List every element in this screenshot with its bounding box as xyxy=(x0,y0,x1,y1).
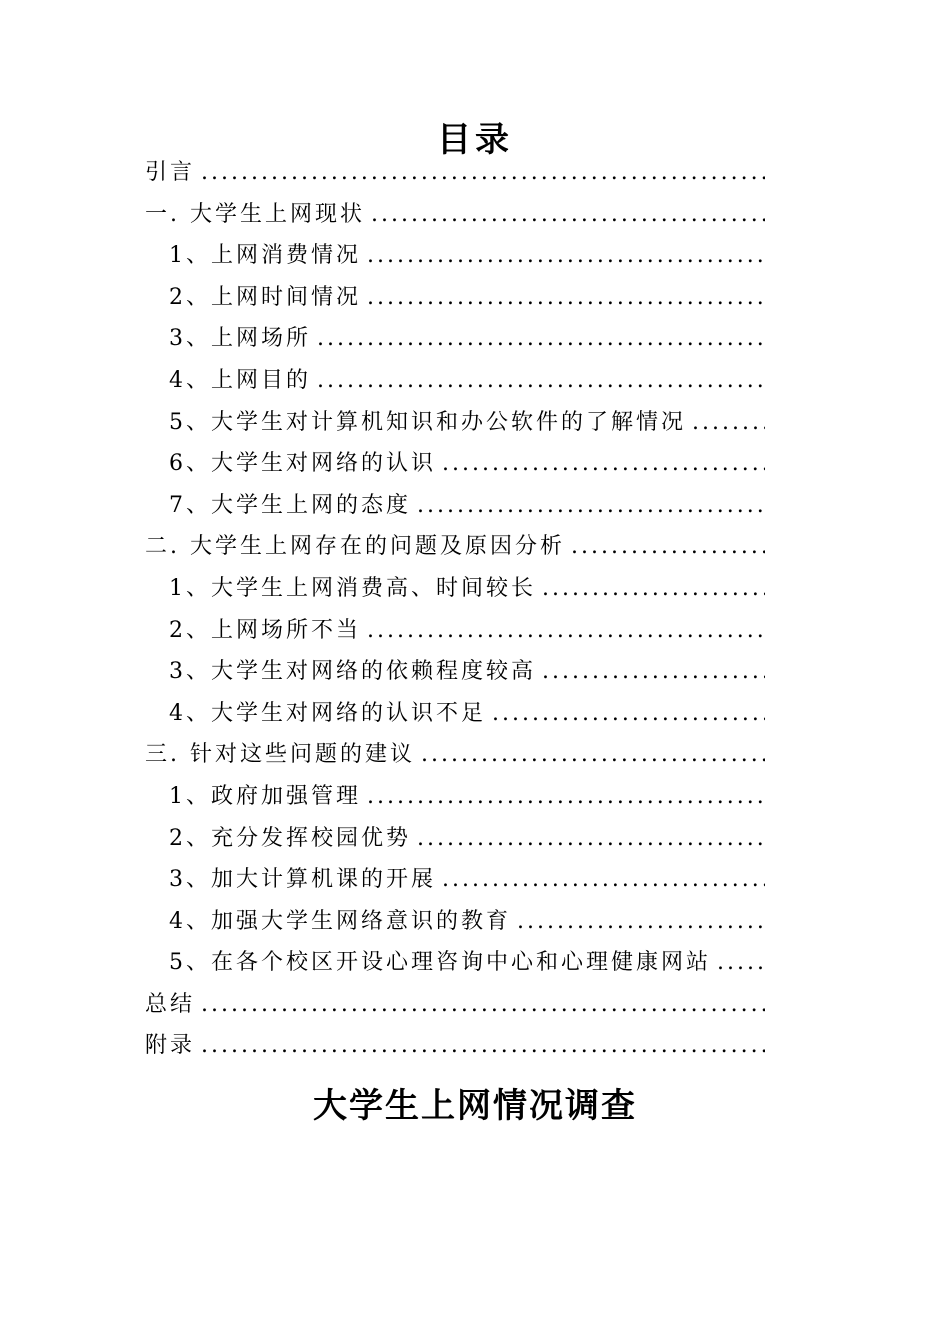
toc-dot-leader xyxy=(371,194,765,236)
toc-entry-label: 二. 大学生上网存在的问题及原因分析 xyxy=(145,534,565,560)
toc-entry-label: 5、大学生对计算机知识和办公软件的了解情况 xyxy=(169,409,686,435)
toc-dot-leader xyxy=(692,402,765,444)
toc-dot-leader xyxy=(417,818,765,860)
toc-entry-label: 引言 xyxy=(145,160,196,185)
toc-entry[interactable] xyxy=(145,277,765,319)
toc-entry[interactable] xyxy=(145,485,765,527)
toc-dot-leader xyxy=(517,901,765,943)
toc-dot-leader xyxy=(367,776,765,818)
toc-dot-leader xyxy=(201,1025,765,1067)
toc-entry[interactable] xyxy=(145,1025,765,1067)
toc-entry[interactable] xyxy=(145,651,765,693)
table-of-contents xyxy=(145,152,765,1067)
toc-dot-leader xyxy=(442,859,765,901)
toc-entry-label: 4、加强大学生网络意识的教育 xyxy=(169,908,511,934)
toc-entry[interactable] xyxy=(145,776,765,818)
toc-entry[interactable] xyxy=(145,693,765,735)
toc-dot-leader xyxy=(571,526,765,568)
toc-entry-label: 3、加大计算机课的开展 xyxy=(169,867,436,893)
toc-dot-leader xyxy=(201,984,765,1026)
toc-entry-label: 2、充分发挥校园优势 xyxy=(169,825,411,851)
toc-entry[interactable] xyxy=(145,194,765,236)
toc-title: 目录 xyxy=(437,120,513,160)
toc-dot-leader xyxy=(717,942,765,984)
toc-entry-label: 2、上网场所不当 xyxy=(169,617,361,643)
toc-entry[interactable] xyxy=(145,318,765,360)
toc-dot-leader xyxy=(367,610,765,652)
toc-entry-label: 总结 xyxy=(145,991,196,1017)
toc-dot-leader xyxy=(317,318,765,360)
toc-entry[interactable] xyxy=(145,235,765,277)
document-title: 大学生上网情况调查 xyxy=(313,1086,637,1126)
toc-entry-label: 1、上网消费情况 xyxy=(169,243,361,269)
toc-entry-label: 1、政府加强管理 xyxy=(169,783,361,809)
toc-entry-label: 4、大学生对网络的认识不足 xyxy=(169,700,486,726)
toc-dot-leader xyxy=(201,152,765,194)
toc-dot-leader xyxy=(317,360,765,402)
toc-entry-label: 2、上网时间情况 xyxy=(169,284,361,310)
toc-entry[interactable] xyxy=(145,901,765,943)
toc-entry-label: 一. 大学生上网现状 xyxy=(145,201,365,227)
toc-entry[interactable] xyxy=(145,984,765,1026)
toc-entry-label: 附录 xyxy=(145,1033,196,1059)
toc-entry-label: 4、上网目的 xyxy=(169,367,311,393)
toc-entry-label: 三. 针对这些问题的建议 xyxy=(145,742,415,768)
toc-entry-label: 5、在各个校区开设心理咨询中心和心理健康网站 xyxy=(169,950,711,976)
toc-entry[interactable] xyxy=(145,734,765,776)
toc-entry-label: 3、上网场所 xyxy=(169,326,311,352)
toc-entry-label: 7、大学生上网的态度 xyxy=(169,492,411,518)
toc-dot-leader xyxy=(367,277,765,319)
toc-dot-leader xyxy=(417,485,765,527)
toc-entry[interactable] xyxy=(145,152,765,194)
toc-entry-label: 1、大学生上网消费高、时间较长 xyxy=(169,575,536,601)
toc-dot-leader xyxy=(421,734,765,776)
toc-entry[interactable] xyxy=(145,818,765,860)
toc-entry[interactable] xyxy=(145,942,765,984)
toc-entry[interactable] xyxy=(145,443,765,485)
toc-entry[interactable] xyxy=(145,859,765,901)
toc-dot-leader xyxy=(442,443,765,485)
toc-dot-leader xyxy=(542,651,765,693)
toc-entry-label: 6、大学生对网络的认识 xyxy=(169,451,436,477)
toc-dot-leader xyxy=(367,235,765,277)
toc-entry[interactable] xyxy=(145,610,765,652)
toc-entry-label: 3、大学生对网络的依赖程度较高 xyxy=(169,659,536,685)
toc-entry[interactable] xyxy=(145,360,765,402)
toc-dot-leader xyxy=(542,568,765,610)
toc-entry[interactable] xyxy=(145,402,765,444)
toc-entry[interactable] xyxy=(145,526,765,568)
toc-dot-leader xyxy=(492,693,765,735)
toc-entry[interactable] xyxy=(145,568,765,610)
